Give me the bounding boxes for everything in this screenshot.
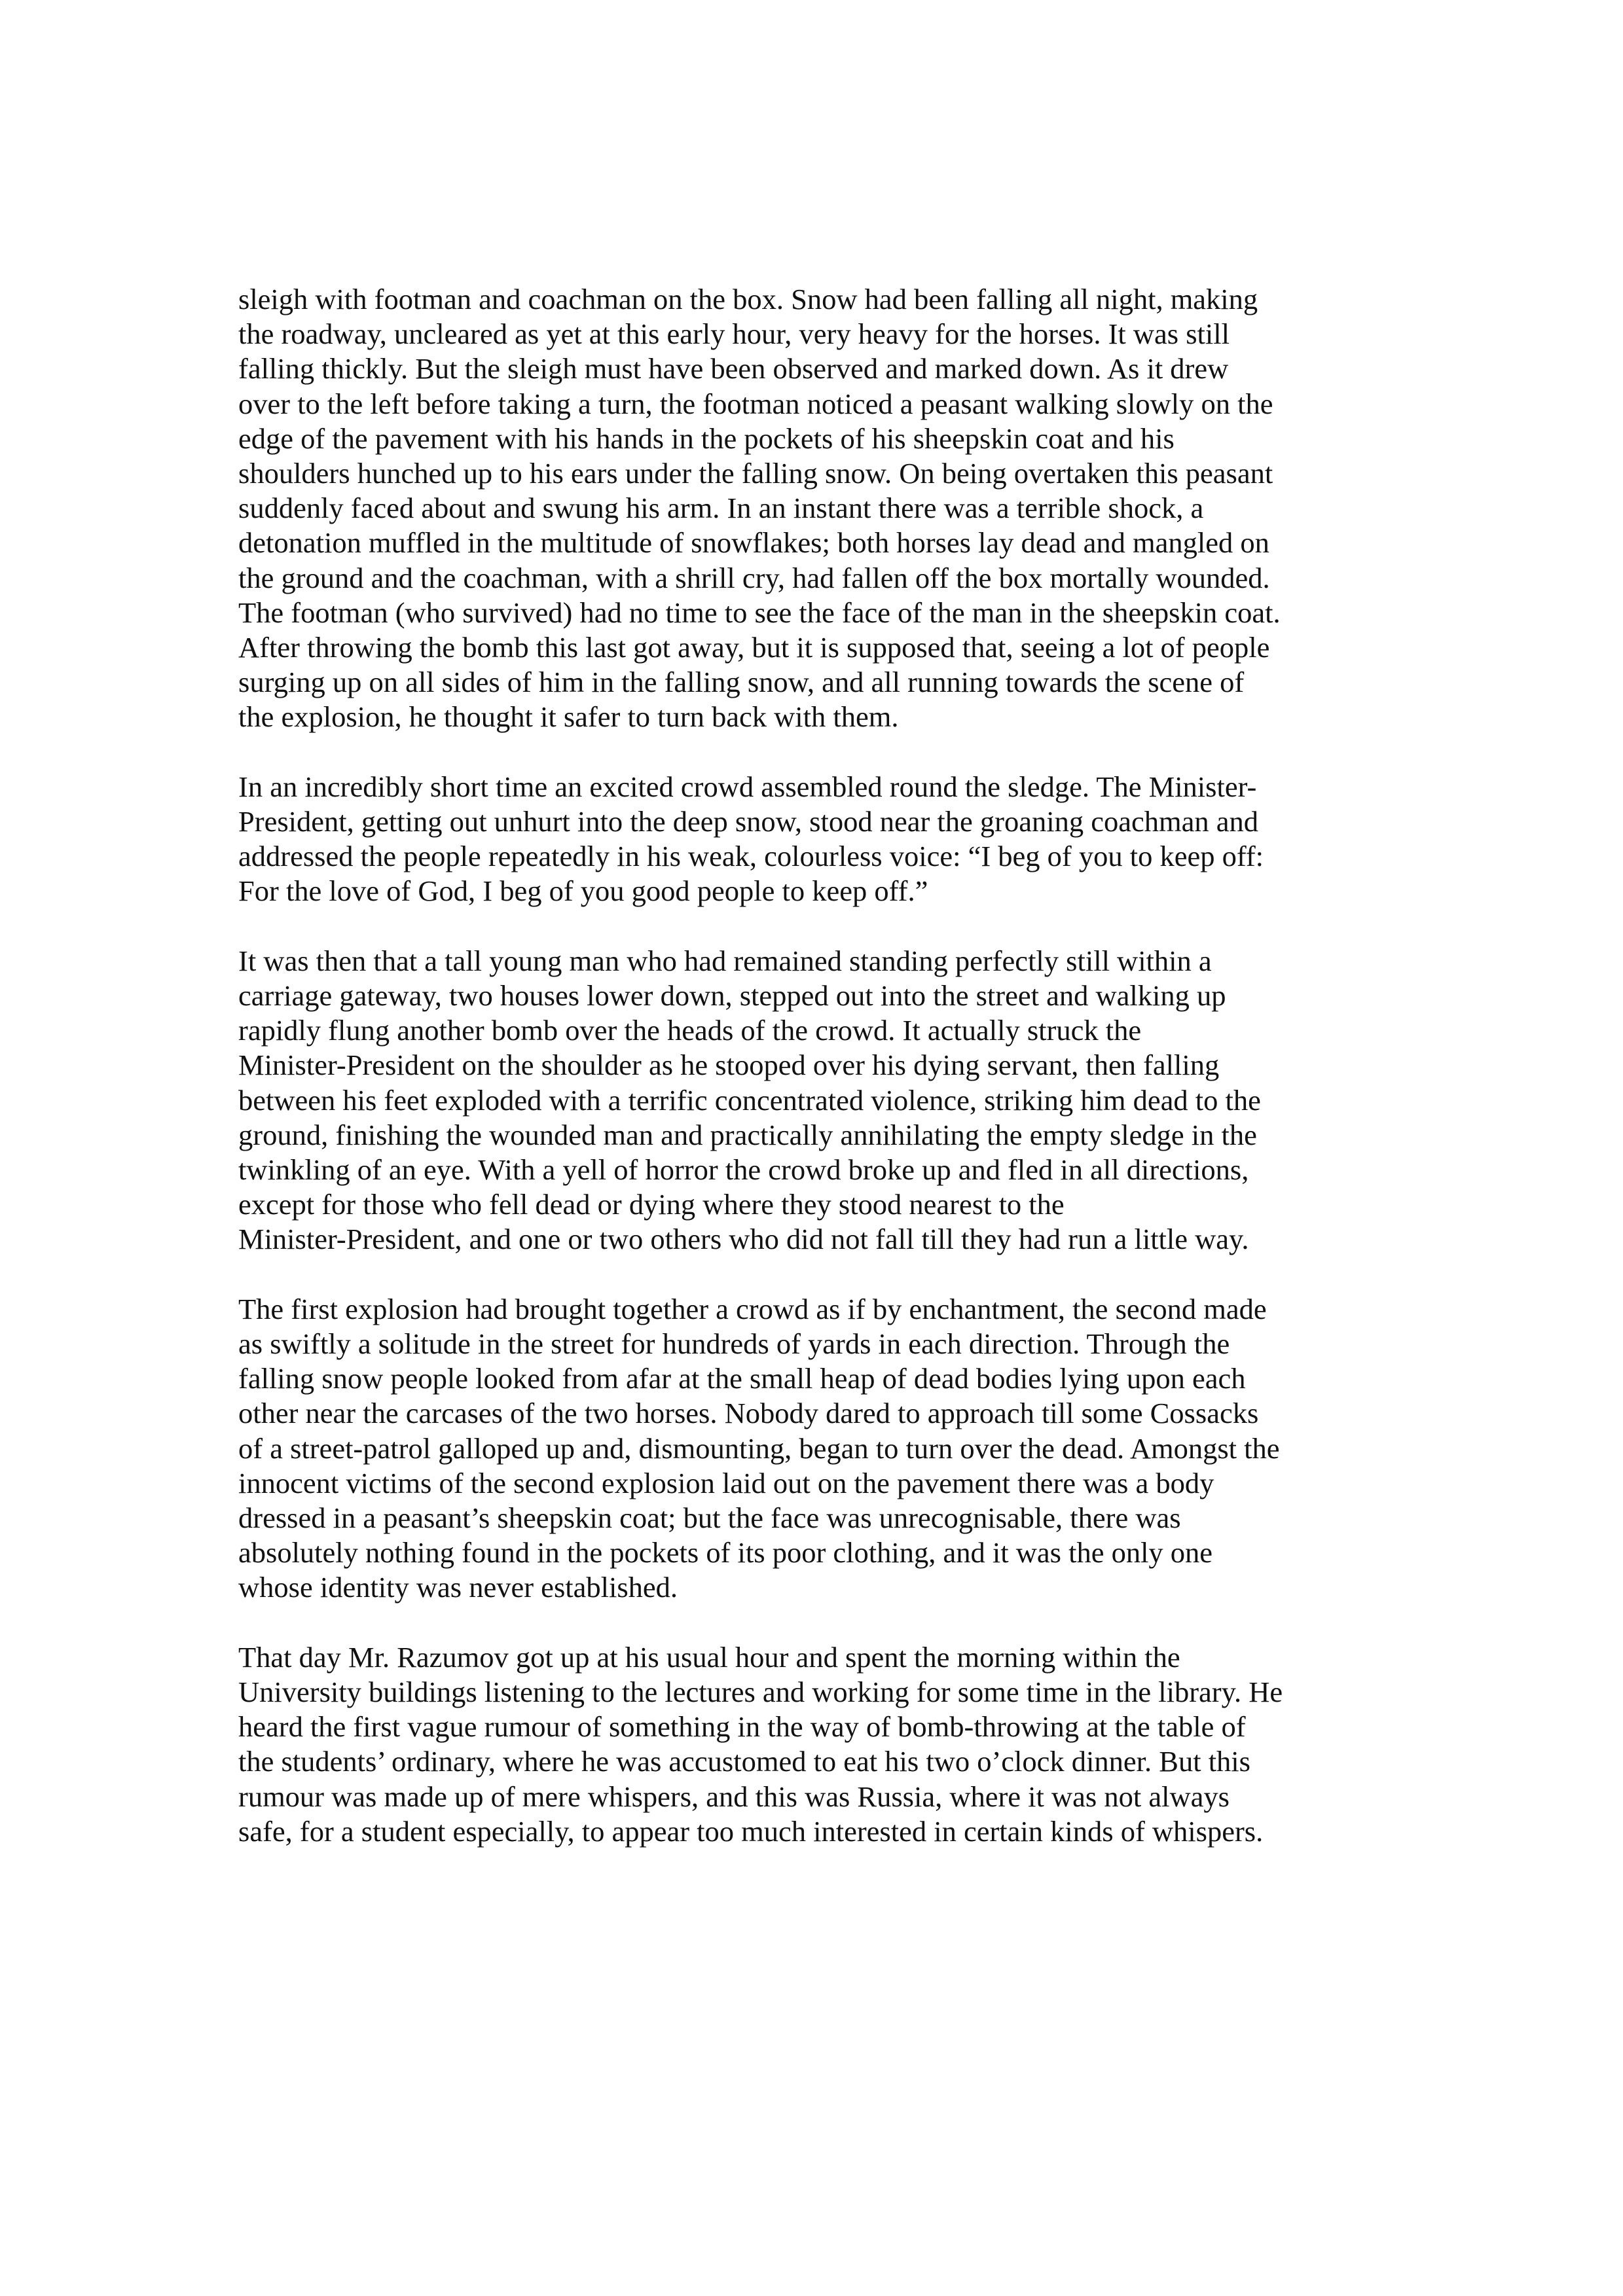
text-line: President, getting out unhurt into the deep snow, stood near the groaning coachman and (238, 805, 1258, 838)
text-line: The footman (who survived) had no time to see the face of the man in the sheepskin coat. (238, 596, 1281, 629)
text-line: heard the first vague rumour of something in the way of bomb-throwing at the table of (238, 1710, 1246, 1744)
text-line: absolutely nothing found in the pockets of its poor clothing, and it was the only one (238, 1536, 1213, 1570)
text-line: Minister-President on the shoulder as he stooped over his dying servant, then falling (238, 1049, 1220, 1082)
text-line: After throwing the bomb this last got away, but it is supposed that, seeing a lot of people (238, 631, 1270, 664)
text-line: rumour was made up of mere whispers, and this was Russia, where it was not always (238, 1780, 1230, 1813)
text-line: of a street-patrol galloped up and, dismounting, began to turn over the dead. Amongst the (238, 1431, 1280, 1465)
paragraph (238, 770, 1417, 909)
paragraph (238, 944, 1417, 1257)
text-line: Minister-President, and one or two others who did not fall till they had run a little way. (238, 1223, 1249, 1256)
paragraph (238, 282, 1417, 735)
text-line: carriage gateway, two houses lower down, stepped out into the street and walking up (238, 979, 1226, 1013)
text-line: rapidly flung another bomb over the heads of the crowd. It actually struck the (238, 1014, 1142, 1047)
text-line: innocent victims of the second explosion laid out on the pavement there was a body (238, 1466, 1214, 1499)
text-line: It was then that a tall young man who had remained standing perfectly still within a (238, 944, 1212, 977)
text-line: falling snow people looked from afar at the small heap of dead bodies lying upon each (238, 1362, 1246, 1395)
body-text (238, 282, 1417, 1884)
text-line: surging up on all sides of him in the falling snow, and all running towards the scene of (238, 666, 1245, 699)
text-line: sleigh with footman and coachman on the box. Snow had been falling all night, making (238, 283, 1258, 315)
text-line: safe, for a student especially, to appear too much interested in certain kinds of whispers. (238, 1814, 1264, 1848)
text-line: For the love of God, I beg of you good people to keep off.” (238, 874, 928, 908)
text-line: twinkling of an eye. With a yell of horror the crowd broke up and fled in all directions, (238, 1153, 1249, 1187)
text-line: the roadway, uncleared as yet at this early hour, very heavy for the horses. It was still (238, 317, 1230, 351)
text-line: ground, finishing the wounded man and practically annihilating the empty sledge in the (238, 1118, 1257, 1151)
text-line: whose identity was never established. (238, 1571, 678, 1604)
text-line: dressed in a peasant’s sheepskin coat; but the face was unrecognisable, there was (238, 1501, 1181, 1535)
text-line: addressed the people repeatedly in his weak, colourless voice: “I beg of you to keep off: (238, 840, 1264, 873)
text-line: except for those who fell dead or dying where they stood nearest to the (238, 1188, 1065, 1221)
text-line: other near the carcases of the two horses. Nobody dared to approach till some Cossacks (238, 1397, 1259, 1430)
text-line: as swiftly a solitude in the street for hundreds of yards in each direction. Through the (238, 1327, 1230, 1361)
text-line: The first explosion had brought together a crowd as if by enchantment, the second made (238, 1292, 1267, 1325)
text-line: That day Mr. Razumov got up at his usual hour and spent the morning within the (238, 1640, 1180, 1674)
text-line: University buildings listening to the lectures and working for some time in the library. He (238, 1676, 1283, 1709)
text-line: the ground and the coachman, with a shrill cry, had fallen off the box mortally wounded. (238, 561, 1270, 594)
text-line: suddenly faced about and swung his arm. In an instant there was a terrible shock, a (238, 492, 1204, 525)
text-line: between his feet exploded with a terrific concentrated violence, striking him dead to the (238, 1083, 1261, 1117)
text-line: In an incredibly short time an excited crowd assembled round the sledge. The Minister- (238, 770, 1257, 803)
text-line: edge of the pavement with his hands in the pockets of his sheepskin coat and his (238, 422, 1175, 455)
text-line: the students’ ordinary, where he was accustomed to eat his two o’clock dinner. But this (238, 1745, 1250, 1778)
text-line: detonation muffled in the multitude of snowflakes; both horses lay dead and mangled on (238, 526, 1269, 560)
paragraph (238, 1640, 1417, 1849)
text-line: shoulders hunched up to his ears under the falling snow. On being overtaken this peasant (238, 457, 1273, 490)
paragraph (238, 1292, 1417, 1605)
text-line: the explosion, he thought it safer to turn back with them. (238, 700, 899, 734)
text-line: over to the left before taking a turn, the footman noticed a peasant walking slowly on the (238, 387, 1273, 420)
text-line: falling thickly. But the sleigh must have been observed and marked down. As it drew (238, 352, 1229, 386)
